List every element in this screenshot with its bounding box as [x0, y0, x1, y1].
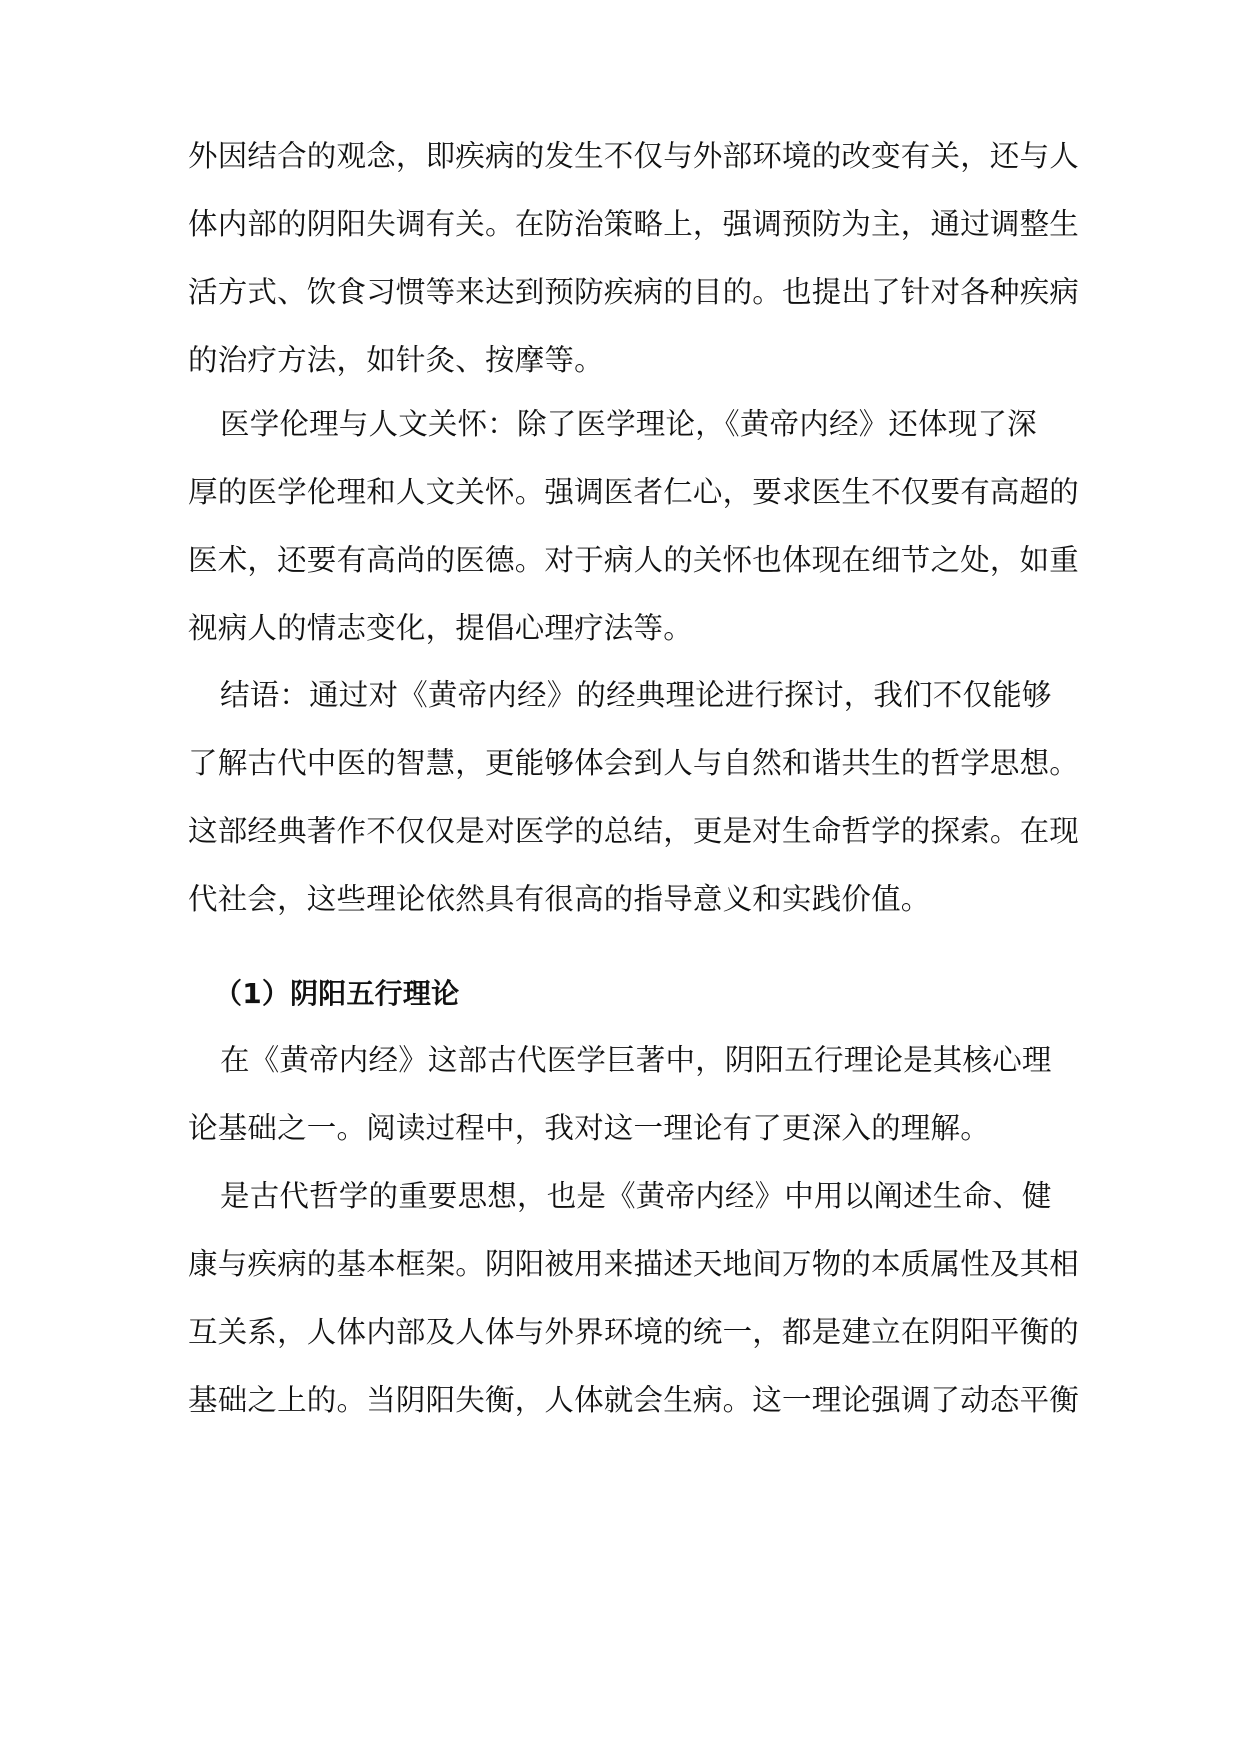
text-line: 代社会，这些理论依然具有很高的指导意义和实践价值。: [188, 882, 931, 916]
text-line: 基础之上的。当阴阳失衡，人体就会生病。这一理论强调了动态平衡: [188, 1383, 1080, 1417]
paragraph-2: [188, 405, 1080, 647]
paragraph-4: [188, 1041, 1058, 1147]
text-line: 的治疗方法，如针灸、按摩等。: [188, 343, 604, 377]
paragraph-5: [188, 1177, 1080, 1419]
paragraph-3: [188, 676, 1080, 918]
text-line: 论基础之一。阅读过程中，我对这一理论有了更深入的理解。: [188, 1111, 990, 1145]
section-heading: [188, 975, 1058, 1013]
text-line: 医学伦理与人文关怀：除了医学理论，《黄帝内经》还体现了深: [220, 407, 1037, 441]
text-line: 体内部的阴阳失调有关。在防治策略上，强调预防为主，通过调整生: [188, 207, 1080, 241]
text-line: 结语：通过对《黄帝内经》的经典理论进行探讨，我们不仅能够: [220, 678, 1052, 712]
text-line: 互关系，人体内部及人体与外界环境的统一，都是建立在阴阳平衡的: [188, 1315, 1080, 1349]
paragraph-1: [188, 137, 1080, 379]
text-line: 活方式、饮食习惯等来达到预防疾病的目的。也提出了针对各种疾病: [188, 275, 1080, 309]
text-line: 视病人的情志变化，提倡心理疗法等。: [188, 611, 693, 645]
text-line: 外因结合的观念，即疾病的发生不仅与外部环境的改变有关，还与人: [188, 139, 1080, 173]
text-line: 医术，还要有高尚的医德。对于病人的关怀也体现在细节之处，如重: [188, 543, 1080, 577]
text-line: 厚的医学伦理和人文关怀。强调医者仁心，要求医生不仅要有高超的: [188, 475, 1080, 509]
text-line: 是古代哲学的重要思想，也是《黄帝内经》中用以阐述生命、健: [220, 1179, 1052, 1213]
text-line: 了解古代中医的智慧，更能够体会到人与自然和谐共生的哲学思想。: [188, 746, 1080, 780]
section-title: （1）阴阳五行理论: [214, 977, 460, 1010]
text-line: 在《黄帝内经》这部古代医学巨著中，阴阳五行理论是其核心理: [220, 1043, 1052, 1077]
text-line: 这部经典著作不仅仅是对医学的总结，更是对生命哲学的探索。在现: [188, 814, 1080, 848]
text-line: 康与疾病的基本框架。阴阳被用来描述天地间万物的本质属性及其相: [188, 1247, 1080, 1281]
